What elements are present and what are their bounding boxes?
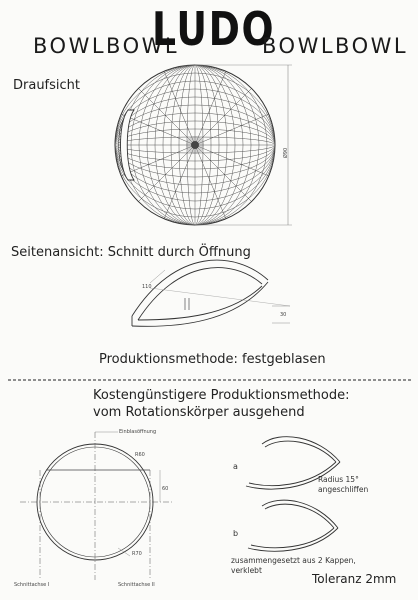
variant-a-label: a [233, 462, 238, 471]
cost-title-line1: Kostengünstigere Produktionsmethode: [93, 388, 350, 403]
cost-title-line2: vom Rotationskörper ausgehend [93, 405, 305, 420]
side-dimension-label: 60 [162, 486, 169, 492]
side-dimension-left: 110 [142, 284, 152, 290]
top-view-dimension: Ø90 [283, 147, 290, 159]
variant-b-label: b [233, 529, 239, 538]
production-blown-text: Produktionsmethode: festgeblasen [99, 352, 326, 367]
radius-label-1: R60 [135, 452, 145, 458]
radius-label-2: R70 [132, 551, 142, 557]
side-section-view [132, 260, 290, 326]
rotation-body-drawing [20, 432, 172, 580]
note-b-line2: verklebt [231, 566, 262, 575]
note-a-line1: Radius 15° [318, 475, 359, 484]
header-left-text: BOWLBOWL [33, 34, 180, 58]
opening-label: Einblasöffnung [119, 429, 157, 435]
section-axis-1: Schnittachse I [14, 582, 50, 588]
side-view-title: Seitenansicht: Schnitt durch Öffnung [11, 245, 251, 260]
tolerance-text: Toleranz 2mm [312, 572, 397, 586]
section-axis-2: Schnittachse II [118, 582, 155, 588]
top-view-title: Draufsicht [13, 78, 81, 93]
header-logo-text: LUDO [152, 2, 276, 56]
note-a-line2: angeschliffen [318, 485, 369, 494]
note-b-line1: zusammengesetzt aus 2 Kappen, [231, 556, 356, 565]
top-view-sphere [115, 65, 292, 225]
header-right-text: BOWLBOWL [262, 34, 409, 58]
side-dimension-right: 30 [280, 312, 287, 318]
